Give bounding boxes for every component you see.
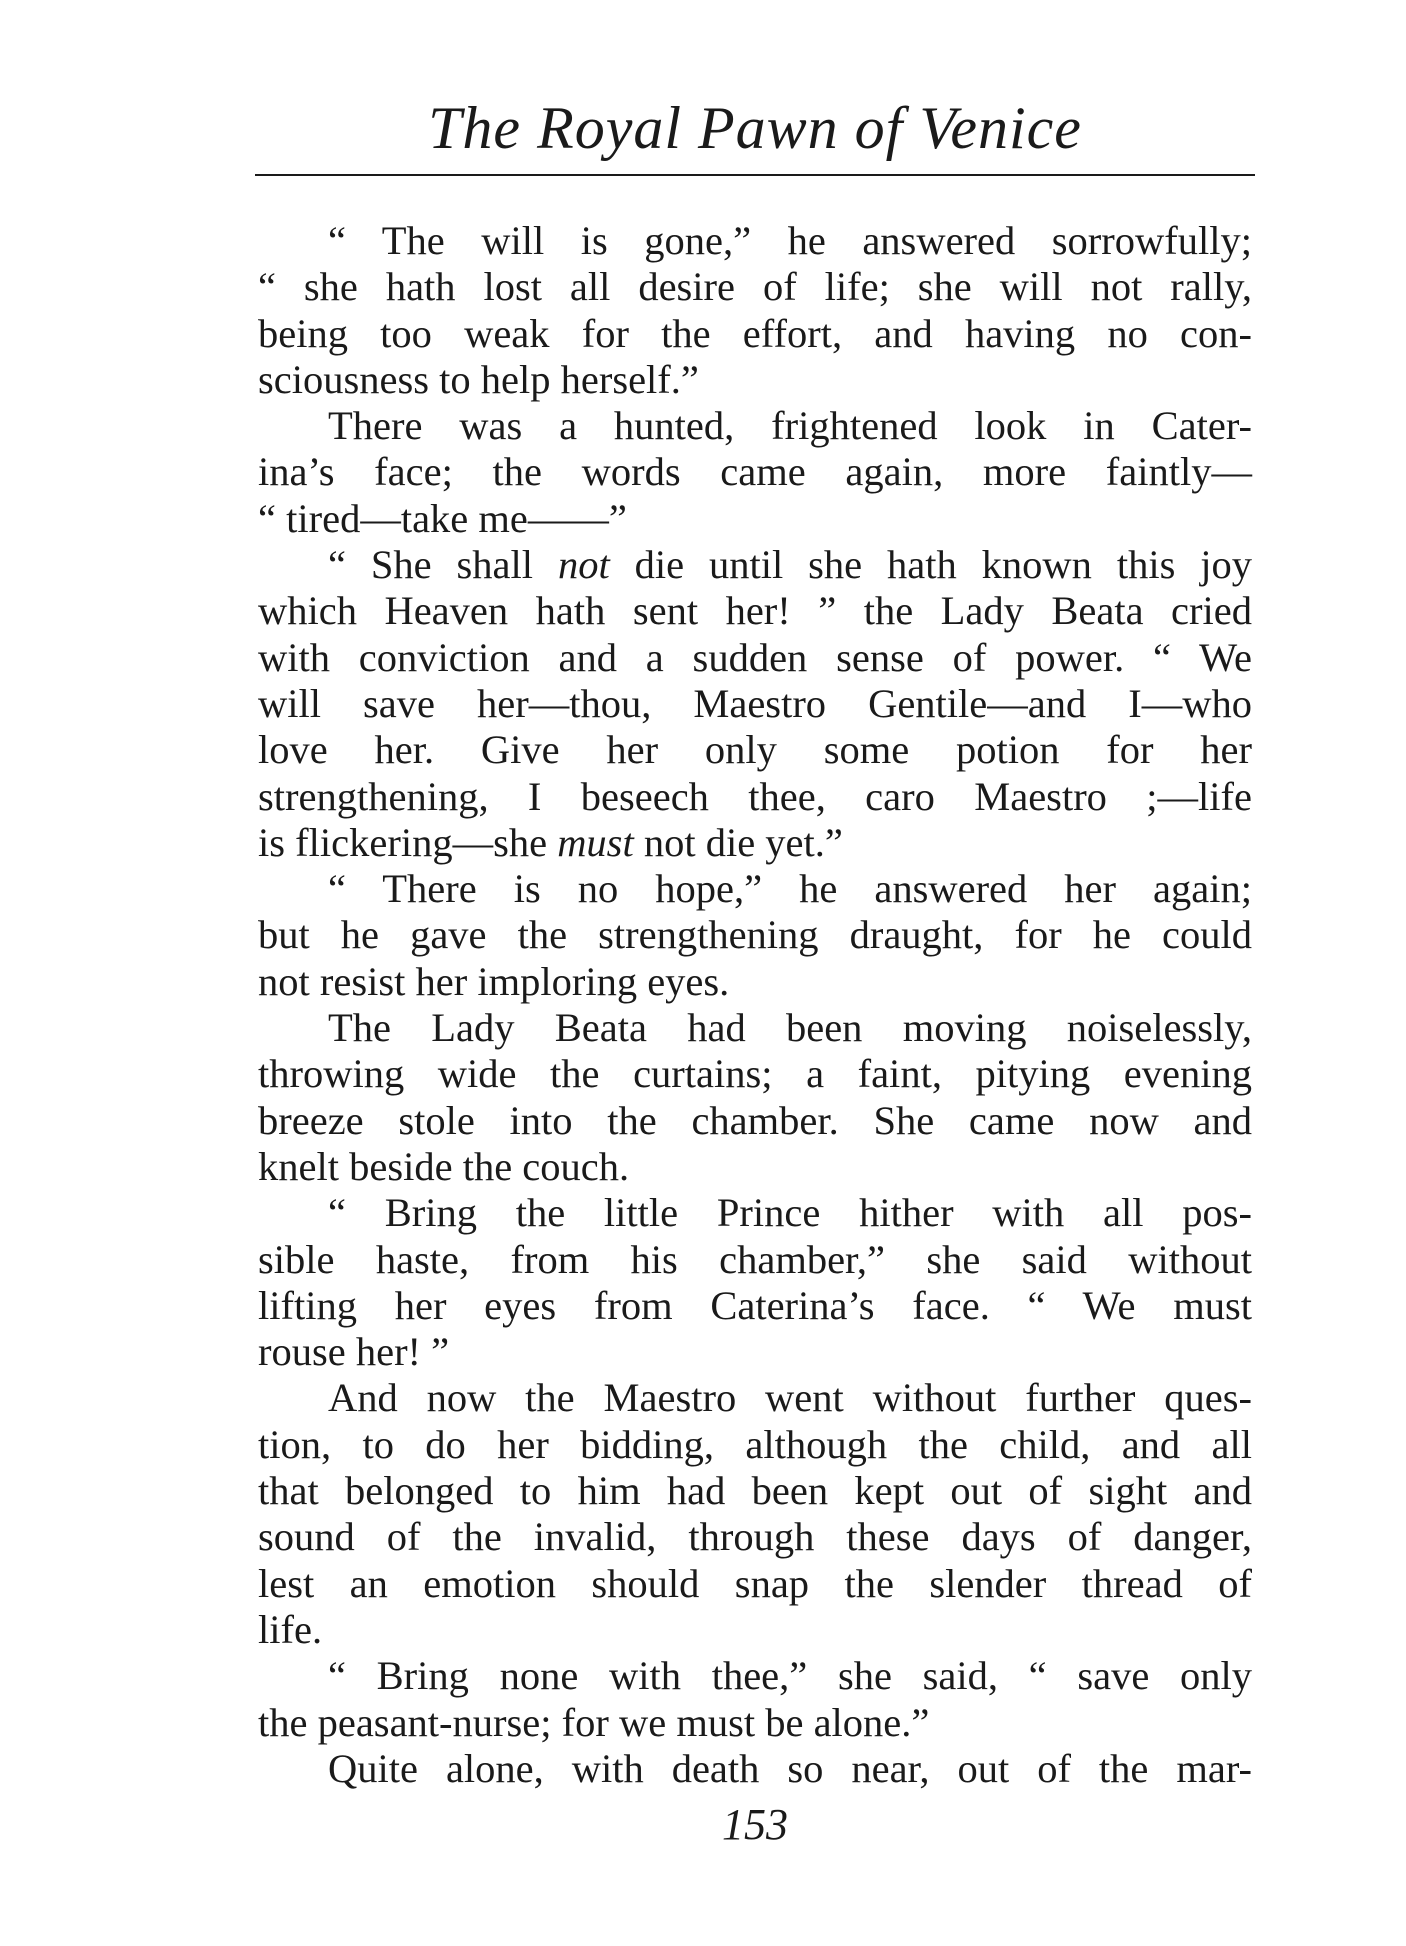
text-line: that belonged to him had been kept out of sight and bbox=[258, 1468, 1252, 1514]
text-line: “ There is no hope,” he answered her again; bbox=[328, 866, 1252, 912]
text-line: strengthening, I beseech thee, caro Maestro ;—life bbox=[258, 773, 1252, 819]
text-line: “ she hath lost all desire of life; she will not rally, bbox=[258, 264, 1252, 310]
text-line: the peasant-nurse; for we must be alone.” bbox=[258, 1699, 930, 1745]
running-head: The Royal Pawn of Venice bbox=[428, 95, 1082, 161]
text-line: The Lady Beata had been moving noiselessly, bbox=[328, 1005, 1252, 1051]
text-line: life. bbox=[258, 1606, 323, 1652]
text-line: There was a hunted, frightened look in Cater- bbox=[328, 403, 1252, 449]
text-line: is flickering—she must not die yet.” bbox=[258, 819, 843, 865]
text-line: “ Bring the little Prince hither with all pos- bbox=[328, 1190, 1252, 1236]
emphasis: not bbox=[557, 542, 610, 588]
text-line: not resist her imploring eyes. bbox=[258, 958, 730, 1004]
text-line: tion, to do her bidding, although the child, and all bbox=[258, 1421, 1252, 1467]
text-line: sound of the invalid, through these days of danger, bbox=[258, 1514, 1252, 1560]
text-line: breeze stole into the chamber. She came now and bbox=[258, 1097, 1252, 1143]
text-line: which Heaven hath sent her! ” the Lady Beata cried bbox=[258, 588, 1252, 634]
text-line: but he gave the strengthening draught, for he could bbox=[258, 912, 1252, 958]
header-rule bbox=[255, 174, 1255, 176]
text-line: knelt beside the couch. bbox=[258, 1143, 630, 1189]
text-line: love her. Give her only some potion for her bbox=[258, 727, 1252, 773]
text-line: “ The will is gone,” he answered sorrowfully; bbox=[328, 218, 1252, 263]
text-line: ina’s face; the words came again, more faintly— bbox=[258, 449, 1252, 495]
page-number: 153 bbox=[722, 1800, 788, 1849]
text-line: will save her—thou, Maestro Gentile—and I—who bbox=[258, 680, 1252, 726]
body-text bbox=[258, 218, 1252, 1792]
text-line: throwing wide the curtains; a faint, pitying evening bbox=[258, 1051, 1252, 1097]
text-line: sible haste, from his chamber,” she said without bbox=[258, 1236, 1252, 1282]
text-line: rouse her! ” bbox=[258, 1329, 450, 1375]
text-line: “ She shall not die until she hath known this joy bbox=[328, 542, 1253, 588]
text-line: with conviction and a sudden sense of power. “ We bbox=[258, 634, 1252, 680]
text-line: lifting her eyes from Caterina’s face. “ We must bbox=[258, 1282, 1252, 1328]
text-line: lest an emotion should snap the slender thread of bbox=[258, 1560, 1252, 1606]
text-line: “ Bring none with thee,” she said, “ save only bbox=[328, 1653, 1252, 1699]
text-line: And now the Maestro went without further ques- bbox=[328, 1375, 1252, 1421]
text-line: being too weak for the effort, and having no con- bbox=[258, 310, 1252, 356]
emphasis: must bbox=[557, 819, 634, 865]
text-line: Quite alone, with death so near, out of the mar- bbox=[328, 1745, 1252, 1791]
text-line: “ tired—take me——” bbox=[258, 495, 627, 541]
text-line: sciousness to help herself.” bbox=[258, 356, 699, 402]
